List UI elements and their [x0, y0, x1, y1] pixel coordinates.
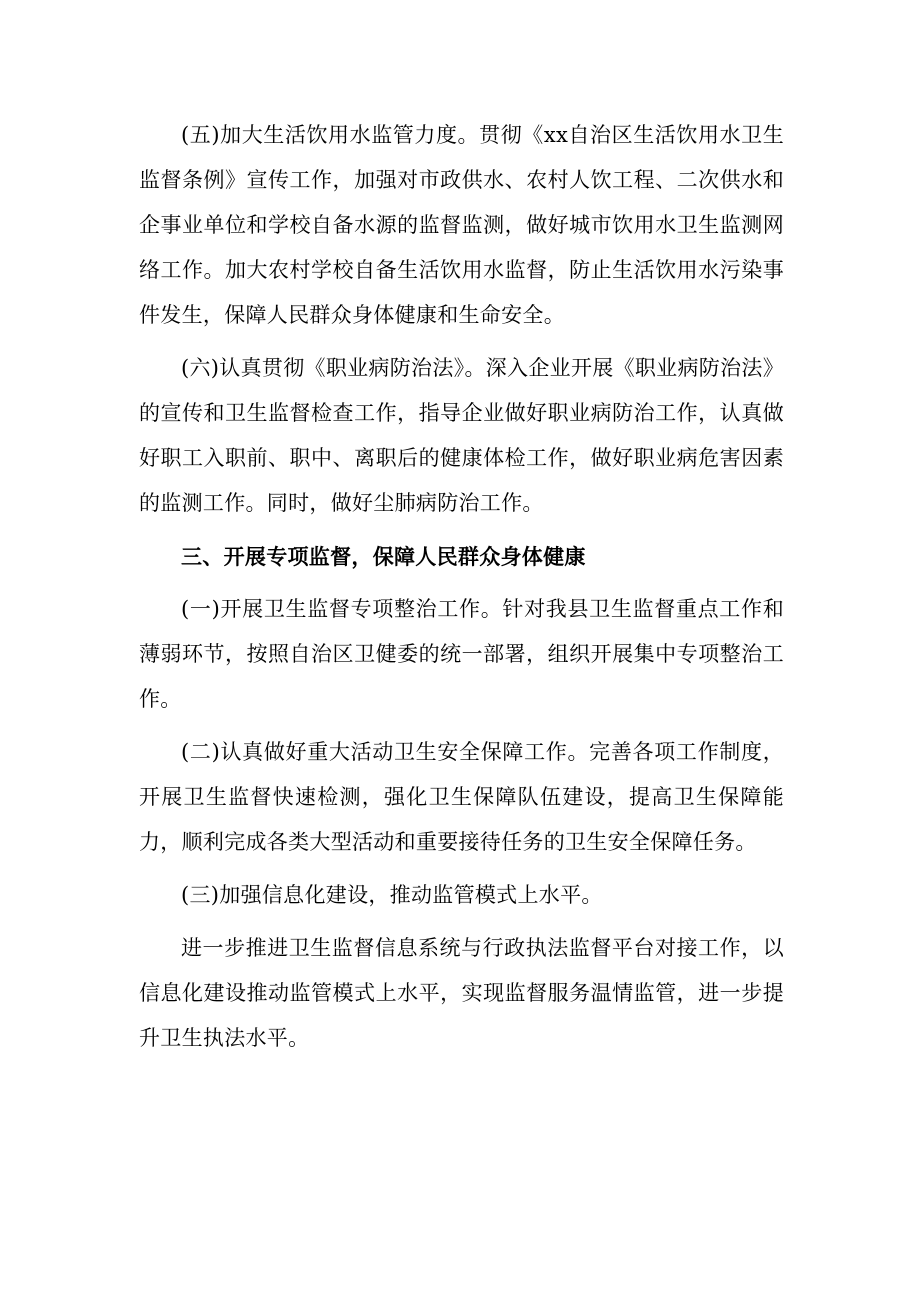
section-heading: 三、开展专项监督，保障人民群众身体健康: [181, 544, 586, 569]
paragraph-informatization-title: (三)加强信息化建设，推动监管模式上水平。: [181, 883, 603, 907]
paragraph-major-events: (二)认真做好重大活动卫生安全保障工作。完善各项工作制度，开展卫生监督快速检测，强化卫生保障队伍建设，提高卫生保障能力，顺利完成各类大型活动和重要接待任务的卫生安全保障任务。: [139, 740, 784, 854]
paragraph-special-rectification: (一)开展卫生监督专项整治工作。针对我县卫生监督重点工作和薄弱环节，按照自治区卫健委的统一部署，组织开展集中专项整治工作。: [139, 597, 784, 711]
document-page: [139, 113, 784, 1061]
paragraph-water-supervision: (五)加大生活饮用水监管力度。贯彻《xx自治区生活饮用水卫生监督条例》宣传工作，加强对市政供水、农村人饮工程、二次供水和企事业单位和学校自备水源的监督监测，做好城市饮用水卫生监测网络工作。加大农村学校自备生活饮用水监督，防止生活饮用水污染事件发生，保障人民群众身体健康和生命安全。: [139, 123, 784, 327]
paragraph-informatization-body: 进一步推进卫生监督信息系统与行政执法监督平台对接工作，以信息化建设推动监管模式上水平，实现监督服务温情监管，进一步提升卫生执法水平。: [139, 936, 784, 1050]
paragraph-occupational-disease: (六)认真贯彻《职业病防治法》。深入企业开展《职业病防治法》的宣传和卫生监督检查工作，指导企业做好职业病防治工作，认真做好职工入职前、职中、离职后的健康体检工作，做好职业病危害因素的监测工作。同时，做好尘肺病防治工作。: [139, 356, 784, 515]
